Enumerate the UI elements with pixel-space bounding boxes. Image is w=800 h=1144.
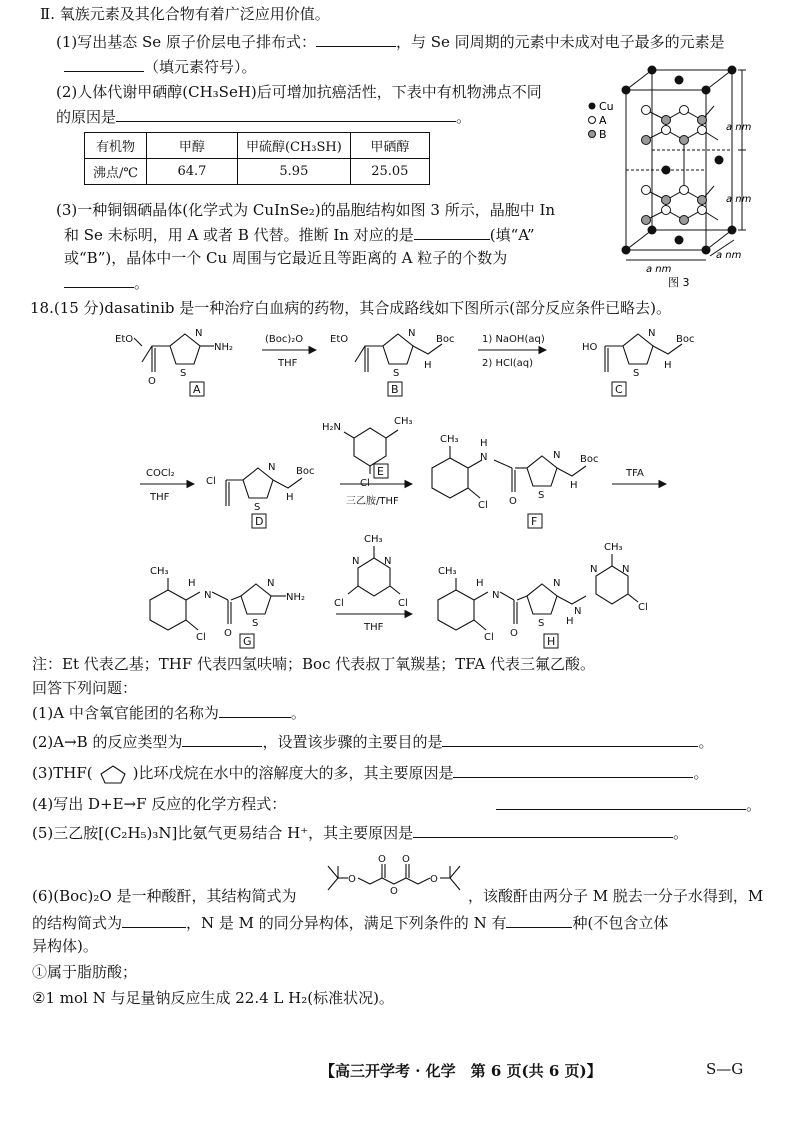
answer-blank[interactable] (506, 912, 572, 928)
abbreviation-note: 注：Et 代表乙基；THF 代表四氢呋喃；Boc 代表叔丁氧羰基；TFA 代表三氟乙酸。 (32, 655, 595, 673)
reagent-3-top: COCl₂ (146, 468, 175, 479)
part-5 (32, 822, 688, 843)
answer-blank[interactable] (453, 762, 693, 778)
compound-label-h: H (547, 635, 556, 648)
part-4: (4)写出 D+E→F 反应的化学方程式： (32, 795, 287, 813)
a-atom (662, 126, 671, 135)
atom-label: O (402, 854, 410, 865)
answer-blank[interactable] (116, 106, 456, 122)
atom-label: S (393, 368, 400, 379)
cl-label: Cl (334, 598, 344, 609)
thf-ring-icon (93, 763, 133, 785)
atom-label: H (424, 360, 432, 371)
atom-label: N (590, 564, 598, 575)
p6-text-d: ，N 是 M 的同分异构体，满足下列条件的 N 有 (186, 914, 507, 932)
part-2 (32, 731, 713, 752)
ch3-label: CH₃ (394, 416, 413, 427)
ch3-label: CH₃ (364, 534, 383, 545)
atom-label: H (664, 360, 672, 371)
atom-label: O (378, 854, 386, 865)
q2-end: 。 (456, 108, 472, 126)
p2-text-a: (2)A→B 的反应类型为 (32, 733, 183, 751)
reagent-3-bottom: THF (150, 492, 170, 503)
p3-end: 。 (693, 764, 709, 782)
compound-label-a: A (193, 383, 201, 396)
atom-label: S (254, 502, 261, 513)
q3-text-b: 和 Se 未标明，用 A 或者 B 代替。推断 In 对应的是 (64, 226, 414, 244)
b-atom (680, 136, 689, 145)
reagent-1-top: (Boc)₂O (265, 334, 304, 345)
p1-text: (1)A 中含氧官能团的名称为 (32, 704, 219, 722)
atom-label: N (204, 590, 212, 601)
atom-label: S (538, 618, 545, 629)
cu-atom (728, 226, 737, 235)
table-cell: 64.7 (146, 159, 237, 185)
atom-label: H (480, 438, 488, 449)
legend-cu-marker (589, 103, 596, 110)
atom-label: N (622, 564, 630, 575)
table-row (85, 159, 430, 185)
question-2: (2)人体代谢甲硒醇(CH₃SeH)后可增加抗癌活性，下表中有机物沸点不同 (56, 83, 542, 101)
question-3-cont2: 或“B”)，晶体中一个 Cu 周围与它最近且等距离的 A 粒子的个数为 (64, 249, 508, 267)
q3-text-b2: (填“A” (489, 226, 535, 244)
synthesis-scheme (0, 318, 800, 652)
b-atom (698, 116, 707, 125)
b-atom (662, 196, 671, 205)
reagent-2-top: 1) NaOH(aq) (482, 334, 545, 345)
reagent-4-bottom: 三乙胺/THF (346, 496, 399, 507)
q2-text-b: 的原因是 (56, 108, 117, 126)
boc-label: Boc (580, 454, 599, 465)
etO-label: EtO (115, 334, 134, 345)
question-3: (3)一种铜铟硒晶体(化学式为 CuInSe₂)的晶胞结构如图 3 所示，晶胞中 In (56, 201, 556, 219)
q18-intro: 18.(15 分)dasatinib 是一种治疗白血病的药物，其合成路线如下图所示(部分反应条件已略去)。 (30, 299, 671, 317)
question-3-cont (64, 224, 535, 245)
part-1 (32, 702, 306, 723)
compound-label-f: F (531, 515, 538, 528)
cu-atom (675, 236, 684, 245)
answer-prompt: 回答下列问题： (32, 679, 138, 697)
compound-label-b: B (391, 383, 399, 396)
a-atom (698, 206, 707, 215)
answer-blank[interactable] (442, 731, 698, 747)
cl-label: Cl (196, 632, 206, 643)
p4-end: 。 (746, 796, 762, 814)
page-footer: 【高三开学考 · 化学 第 6 页(共 6 页)】 (320, 1062, 602, 1080)
answer-blank[interactable] (413, 822, 673, 838)
p1-end: 。 (290, 704, 306, 722)
p6-text-a: (6)(Boc)₂O 是一种酸酐，其结构简式为 (32, 887, 297, 905)
atom-label: N (492, 590, 500, 601)
cl-label: Cl (398, 598, 408, 609)
amine-label: NH₂ (286, 592, 306, 603)
p5-end: 。 (673, 824, 689, 842)
cu-atom (648, 226, 657, 235)
answer-blank[interactable] (219, 702, 291, 718)
atom-label: O (148, 376, 156, 387)
p2-end: 。 (698, 733, 714, 751)
section-heading: Ⅱ. 氧族元素及其化合物有着广泛应用价值。 (40, 5, 330, 23)
ch3-label: CH₃ (438, 566, 457, 577)
dim-label-bottom-left: a nm (646, 264, 672, 275)
answer-blank[interactable] (316, 31, 396, 47)
atom-label: O (430, 874, 438, 885)
atom-label: N (553, 578, 561, 589)
table-row (85, 133, 430, 159)
compound-a (134, 334, 214, 372)
table-cell: 甲硫醇(CH₃SH) (237, 133, 350, 159)
cl-label: Cl (206, 476, 216, 487)
part-6-b: ，该酸酐由两分子 M 脱去一分子水得到，M (468, 887, 764, 905)
etO-label: EtO (330, 334, 349, 345)
compound-label-c: C (615, 383, 623, 396)
legend-b-marker (589, 131, 596, 138)
atom-label: N (553, 450, 561, 461)
reagent-5-top: TFA (626, 468, 644, 479)
atom-label: H (566, 616, 574, 627)
cu-atom (622, 86, 631, 95)
part-6-cont (32, 912, 668, 933)
cl-label: Cl (360, 478, 370, 489)
question-1-cont (64, 56, 257, 77)
q1-text-a: (1)写出基态 Se 原子价层电子排布式： (56, 33, 316, 51)
question-3-cont3 (64, 272, 149, 293)
atom-label: N (574, 606, 582, 617)
p2-text-b: ，设置该步骤的主要目的是 (262, 733, 443, 751)
reagent-6-bottom: THF (364, 622, 384, 633)
b-atom (698, 196, 707, 205)
figure-caption: 图 3 (668, 276, 690, 288)
boc-label: Boc (676, 334, 695, 345)
part-4-blank (496, 794, 761, 815)
answer-blank[interactable] (496, 794, 746, 810)
cl-label: Cl (638, 602, 648, 613)
atom-label: O (509, 496, 517, 507)
p6-text-e: 种(不包含立体 (572, 914, 669, 932)
table-cell: 25.05 (350, 159, 429, 185)
answer-blank[interactable] (414, 224, 490, 240)
atom-label: N (648, 328, 656, 339)
reagent-2-bottom: 2) HCl(aq) (482, 358, 534, 369)
compound-label-e: E (377, 465, 384, 478)
atom-label: N (352, 556, 360, 567)
atom-label: H (570, 480, 578, 491)
dim-label-mid: a nm (726, 194, 752, 205)
b-atom (662, 116, 671, 125)
h2n-label: H₂N (322, 422, 342, 433)
atom-label: O (224, 628, 232, 639)
cu-atom (702, 246, 711, 255)
b-atom (642, 216, 651, 225)
compound-label-d: D (255, 515, 264, 528)
atom-label: N (384, 556, 392, 567)
cu-atom (675, 76, 684, 85)
atom-label: S (538, 490, 545, 501)
part-6 (32, 886, 297, 906)
cu-atom (702, 86, 711, 95)
boc-label: Boc (436, 334, 455, 345)
cu-atom (728, 66, 737, 75)
p5-text: (5)三乙胺[(C₂H₅)₃N]比氨气更易结合 H⁺，其主要原因是 (32, 824, 414, 842)
compound-e (344, 428, 398, 474)
question-2-cont (56, 106, 471, 127)
cu-atom (648, 66, 657, 75)
table-cell: 甲硒醇 (350, 133, 429, 159)
legend-cu: Cu (599, 100, 614, 113)
answer-blank[interactable] (122, 912, 186, 928)
atom-label: H (476, 578, 484, 589)
dim-label-top: a nm (726, 122, 752, 133)
boc2o-structure (322, 852, 472, 896)
amine-label: NH₂ (214, 342, 234, 353)
boiling-point-table (84, 132, 430, 185)
atom-label: S (180, 368, 187, 379)
cu-atom (622, 246, 631, 255)
p3-text-a: (3)THF( (32, 764, 93, 782)
compound-label-g: G (243, 635, 252, 648)
atom-label: O (390, 886, 398, 896)
table-cell: 沸点/℃ (85, 159, 147, 185)
question-1 (56, 31, 725, 52)
ho-label: HO (582, 342, 598, 353)
cu-atom (715, 156, 724, 165)
dim-label-bottom-right: a nm (716, 250, 742, 261)
condition-2: ②1 mol N 与足量钠反应生成 22.4 L H₂(标准状况)。 (32, 989, 394, 1007)
paper-code: S—G (706, 1060, 744, 1078)
b-atom (680, 216, 689, 225)
p6-text-c: 的结构简式为 (32, 914, 123, 932)
boc-label: Boc (296, 466, 315, 477)
crystal-cell-figure (584, 56, 784, 288)
atom-label: H (286, 492, 294, 503)
cl-label: Cl (484, 632, 494, 643)
legend-a: A (599, 114, 607, 127)
a-atom (642, 186, 651, 195)
ch3-label: CH₃ (150, 566, 169, 577)
answer-blank[interactable] (64, 272, 134, 288)
ch3-label: CH₃ (440, 434, 459, 445)
condition-1: ①属于脂肪酸； (32, 963, 138, 981)
legend-b: B (599, 128, 607, 141)
reagent-1-bottom: THF (278, 358, 298, 369)
a-atom (680, 186, 689, 195)
atom-label: N (480, 452, 488, 463)
compound-g (150, 578, 286, 630)
a-atom (662, 206, 671, 215)
atom-label: N (408, 328, 416, 339)
table-cell: 5.95 (237, 159, 350, 185)
a-atom (680, 106, 689, 115)
compound-f (432, 446, 586, 498)
atom-label: S (252, 618, 259, 629)
atom-label: N (195, 328, 203, 339)
atom-label: S (633, 368, 640, 379)
cl-label: Cl (478, 500, 488, 511)
atom-label: N (268, 462, 276, 473)
answer-blank[interactable] (64, 56, 144, 72)
atom-label: N (267, 578, 275, 589)
part-3 (32, 762, 708, 785)
a-atom (698, 126, 707, 135)
b-atom (642, 136, 651, 145)
a-atom (642, 106, 651, 115)
answer-blank[interactable] (182, 731, 262, 747)
table-cell: 甲醇 (146, 133, 237, 159)
atom-label: H (188, 578, 196, 589)
part-6-cont2: 异构体)。 (32, 937, 98, 955)
q1-text-c: （填元素符号）。 (144, 58, 257, 76)
p3-text-b: )比环戊烷在水中的溶解度大的多，其主要原因是 (132, 764, 454, 782)
atom-label: O (510, 628, 518, 639)
table-cell: 有机物 (85, 133, 147, 159)
q3-end: 。 (134, 274, 150, 292)
cu-atom (662, 166, 671, 175)
ch3-label: CH₃ (604, 542, 623, 553)
dichloromethylpyrimidine-reagent (348, 546, 400, 596)
atom-label: O (348, 874, 356, 885)
legend-a-marker (589, 117, 596, 124)
q1-text-b: ，与 Se 同周期的元素中未成对电子最多的元素是 (395, 33, 725, 51)
